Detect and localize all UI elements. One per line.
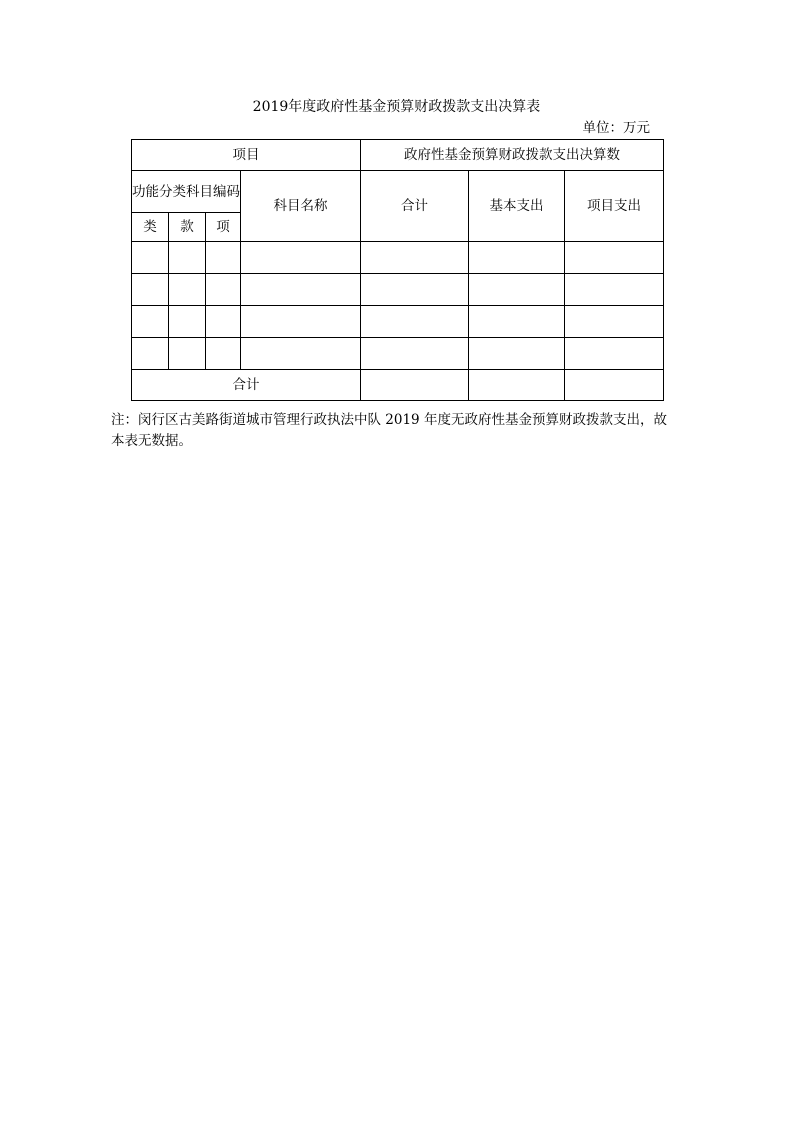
header-code-class: 类 bbox=[132, 213, 169, 242]
header-code-item: 项 bbox=[206, 213, 241, 242]
total-label: 合计 bbox=[132, 370, 361, 401]
header-subject-name: 科目名称 bbox=[241, 171, 361, 242]
cell-item bbox=[206, 242, 241, 274]
header-basic-expense: 基本支出 bbox=[469, 171, 565, 242]
footnote: 注：闵行区古美路街道城市管理行政执法中队 2019 年度无政府性基金预算财政拨款支出，故本表无数据。 bbox=[111, 412, 667, 449]
page-title: 2019年度政府性基金预算财政拨款支出决算表 bbox=[252, 99, 541, 115]
total-row bbox=[132, 370, 664, 401]
header-code-section: 款 bbox=[169, 213, 206, 242]
cell-class bbox=[132, 338, 169, 370]
header-function-code: 功能分类科目编码 bbox=[132, 171, 241, 213]
cell-basic bbox=[469, 338, 565, 370]
cell-section bbox=[169, 306, 206, 338]
cell-name bbox=[241, 274, 361, 306]
table-row bbox=[132, 274, 664, 306]
cell-total bbox=[361, 274, 469, 306]
header-project-group: 项目 bbox=[132, 140, 361, 171]
cell-name bbox=[241, 242, 361, 274]
header-amount-group: 政府性基金预算财政拨款支出决算数 bbox=[361, 140, 664, 171]
cell-total bbox=[361, 242, 469, 274]
cell-name bbox=[241, 306, 361, 338]
cell-basic bbox=[469, 242, 565, 274]
cell-section bbox=[169, 274, 206, 306]
total-cell-project bbox=[565, 370, 664, 401]
cell-item bbox=[206, 306, 241, 338]
cell-project bbox=[565, 242, 664, 274]
unit-label: 单位：万元 bbox=[582, 120, 650, 136]
cell-project bbox=[565, 274, 664, 306]
cell-class bbox=[132, 242, 169, 274]
cell-project bbox=[565, 306, 664, 338]
cell-total bbox=[361, 338, 469, 370]
cell-class bbox=[132, 306, 169, 338]
cell-item bbox=[206, 274, 241, 306]
cell-total bbox=[361, 306, 469, 338]
expenditure-table bbox=[131, 139, 664, 401]
total-cell-total bbox=[361, 370, 469, 401]
cell-section bbox=[169, 338, 206, 370]
cell-section bbox=[169, 242, 206, 274]
cell-name bbox=[241, 338, 361, 370]
table-row bbox=[132, 338, 664, 370]
total-cell-basic bbox=[469, 370, 565, 401]
header-total: 合计 bbox=[361, 171, 469, 242]
header-project-expense: 项目支出 bbox=[565, 171, 664, 242]
cell-basic bbox=[469, 306, 565, 338]
cell-class bbox=[132, 274, 169, 306]
table-row bbox=[132, 242, 664, 274]
cell-item bbox=[206, 338, 241, 370]
cell-project bbox=[565, 338, 664, 370]
table-row bbox=[132, 306, 664, 338]
cell-basic bbox=[469, 274, 565, 306]
